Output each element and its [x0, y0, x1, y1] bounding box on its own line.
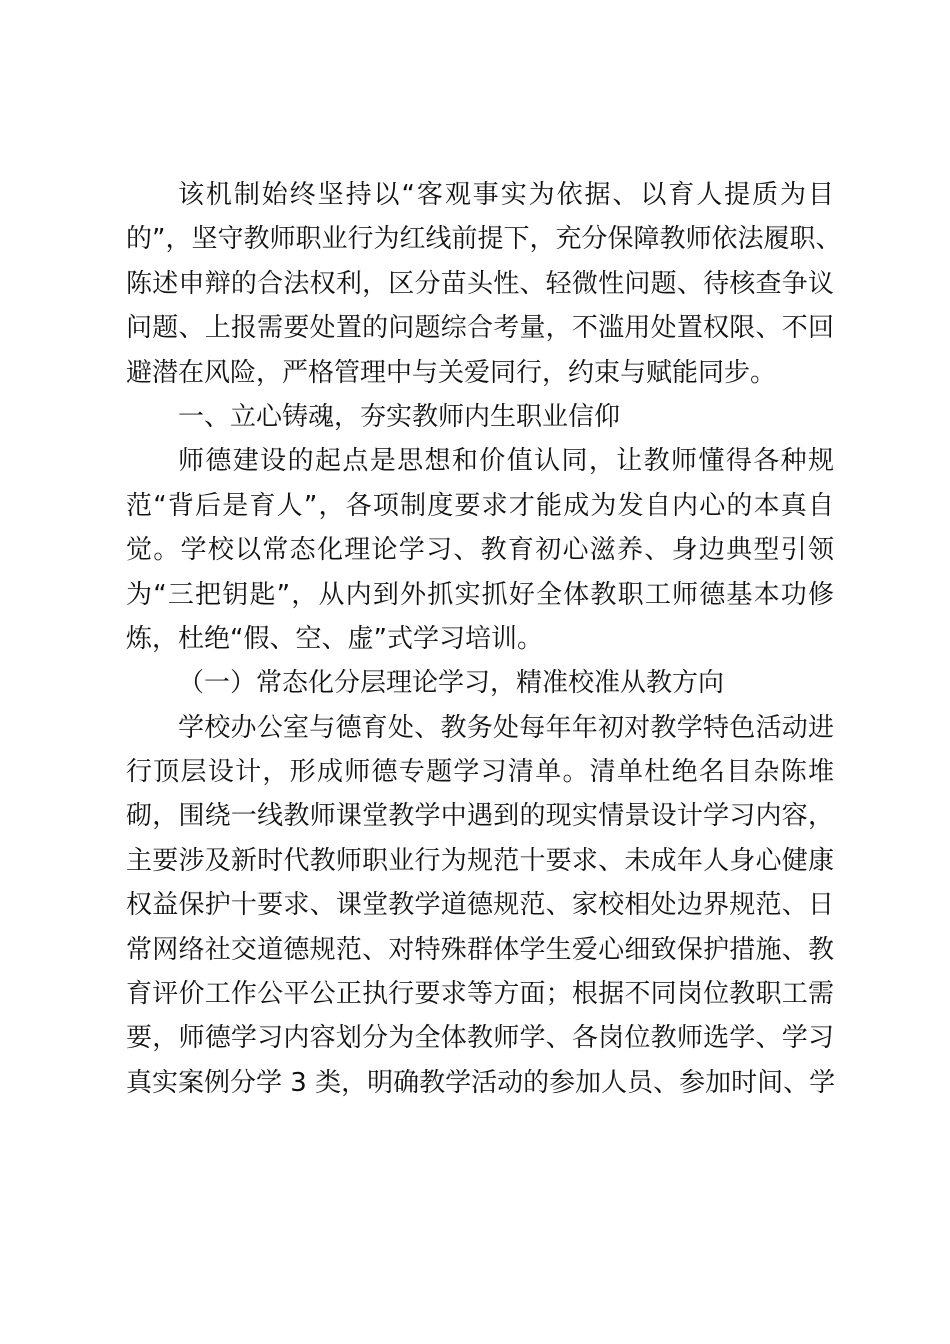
- paragraph-line: 常网络社交道德规范、对特殊群体学生爱心细致保护措施、教: [126, 934, 834, 965]
- paragraph-line: 问题、上报需要处置的问题综合考量，不滥用处置权限、不回: [126, 313, 834, 344]
- paragraph-line: 主要涉及新时代教师职业行为规范十要求、未成年人身心健康: [126, 845, 834, 876]
- paragraph-line: 该机制始终坚持以“客观事实为依据、以育人提质为目: [178, 180, 834, 210]
- paragraph-line: 觉。学校以常态化理论学习、教育初心滋养、身边典型引领: [126, 535, 834, 566]
- paragraph-line: 为“三把钥匙”，从内到外抓实抓好全体教职工师德基本功修: [126, 579, 834, 610]
- section-heading: 一、立心铸魂，夯实教师内生职业信仰: [178, 401, 621, 432]
- paragraph-line: 行顶层设计，形成师德专题学习清单。清单杜绝名目杂陈堆: [126, 757, 834, 788]
- paragraph-line: 育评价工作公平公正执行要求等方面；根据不同岗位教职工需: [126, 979, 834, 1010]
- paragraph-line: 要，师德学习内容划分为全体教师学、各岗位教师选学、学习: [126, 1023, 834, 1054]
- subsection-heading: （一）常态化分层理论学习，精准校准从教方向: [178, 668, 725, 699]
- paragraph-line: 范“背后是育人”，各项制度要求才能成为发自内心的本真自: [126, 490, 834, 521]
- paragraph-line: 陈述申辩的合法权利，区分苗头性、轻微性问题、待核查争议: [126, 268, 834, 299]
- paragraph-line: 真实案例分学 3 类，明确教学活动的参加人员、参加时间、学: [126, 1067, 836, 1098]
- paragraph-line: 学校办公室与德育处、教务处每年年初对教学特色活动进: [178, 712, 834, 743]
- document-body: [126, 173, 842, 1105]
- paragraph-line: 权益保护十要求、课堂教学道德规范、家校相处边界规范、日: [126, 890, 834, 921]
- paragraph-line: 避潜在风险，严格管理中与关爱同行，约束与赋能同步。: [126, 357, 777, 388]
- paragraph-line: 炼，杜绝“假、空、虚”式学习培训。: [126, 623, 543, 654]
- paragraph-line: 砌，围绕一线教师课堂教学中遇到的现实情景设计学习内容，: [126, 801, 834, 832]
- paragraph-line: 的”，坚守教师职业行为红线前提下，充分保障教师依法履职、: [126, 224, 842, 255]
- paragraph-line: 师德建设的起点是思想和价值认同，让教师懂得各种规: [178, 446, 834, 477]
